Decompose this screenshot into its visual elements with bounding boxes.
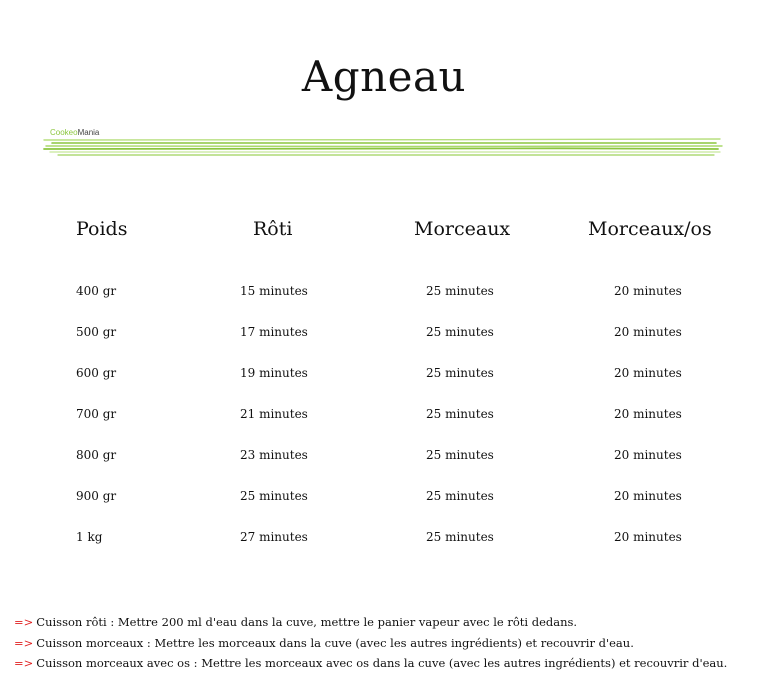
header-morceaux: Morceaux	[414, 218, 511, 240]
cell-morceaux-os: 20 minutes	[614, 489, 682, 503]
table-header-row	[0, 218, 768, 284]
arrow-marker: =>	[14, 635, 34, 650]
brand-name-prefix: Cookeo	[50, 128, 78, 137]
note-text: Cuisson rôti : Mettre 200 ml d'eau dans la cuve, mettre le panier vapeur avec le rôti dedans.	[36, 615, 578, 629]
cell-morceaux: 25 minutes	[426, 366, 494, 380]
note-morceaux	[14, 633, 754, 654]
header-morceaux-os: Morceaux/os	[588, 218, 712, 240]
cell-morceaux: 25 minutes	[426, 489, 494, 503]
cell-roti: 27 minutes	[240, 530, 308, 544]
cell-morceaux: 25 minutes	[426, 448, 494, 462]
cell-roti: 25 minutes	[240, 489, 308, 503]
cell-roti: 17 minutes	[240, 325, 308, 339]
page-title: Agneau	[301, 52, 467, 101]
cooking-table	[0, 218, 768, 571]
cell-morceaux-os: 20 minutes	[614, 448, 682, 462]
note-text: Cuisson morceaux avec os : Mettre les morceaux avec os dans la cuve (avec les autres ingrédients) et recouvrir d'eau.	[36, 656, 728, 670]
cell-morceaux: 25 minutes	[426, 530, 494, 544]
table-row	[0, 366, 768, 407]
table-row	[0, 325, 768, 366]
cell-poids: 700 gr	[76, 407, 117, 421]
cell-morceaux-os: 20 minutes	[614, 325, 682, 339]
cell-morceaux: 25 minutes	[426, 325, 494, 339]
cell-poids: 800 gr	[76, 448, 117, 462]
table-row	[0, 530, 768, 571]
table-row	[0, 489, 768, 530]
cell-morceaux-os: 20 minutes	[614, 366, 682, 380]
cell-morceaux-os: 20 minutes	[614, 407, 682, 421]
cell-roti: 15 minutes	[240, 284, 308, 298]
cell-morceaux-os: 20 minutes	[614, 530, 682, 544]
brand-name-suffix: Mania	[77, 128, 100, 137]
arrow-marker: =>	[14, 615, 34, 629]
table-row	[0, 284, 768, 325]
cooking-notes	[14, 612, 754, 674]
cell-roti: 19 minutes	[240, 366, 308, 380]
header-poids: Poids	[76, 218, 128, 240]
cell-morceaux: 25 minutes	[426, 407, 494, 421]
cell-poids: 400 gr	[76, 284, 117, 298]
table-row	[0, 407, 768, 448]
cell-morceaux: 25 minutes	[426, 284, 494, 298]
note-roti	[14, 612, 754, 633]
arrow-marker: =>	[14, 656, 34, 670]
decorative-stripes	[0, 136, 768, 160]
cell-poids: 500 gr	[76, 325, 117, 339]
cell-roti: 21 minutes	[240, 407, 308, 421]
table-row	[0, 448, 768, 489]
note-morceaux-os	[14, 653, 754, 674]
cell-poids: 900 gr	[76, 489, 117, 503]
cell-poids: 1 kg	[76, 530, 103, 544]
cell-poids: 600 gr	[76, 366, 117, 380]
header-roti: Rôti	[253, 218, 293, 240]
cell-roti: 23 minutes	[240, 448, 308, 462]
note-text: Cuisson morceaux : Mettre les morceaux dans la cuve (avec les autres ingrédients) et recouvrir d'eau.	[36, 635, 634, 650]
cell-morceaux-os: 20 minutes	[614, 284, 682, 298]
